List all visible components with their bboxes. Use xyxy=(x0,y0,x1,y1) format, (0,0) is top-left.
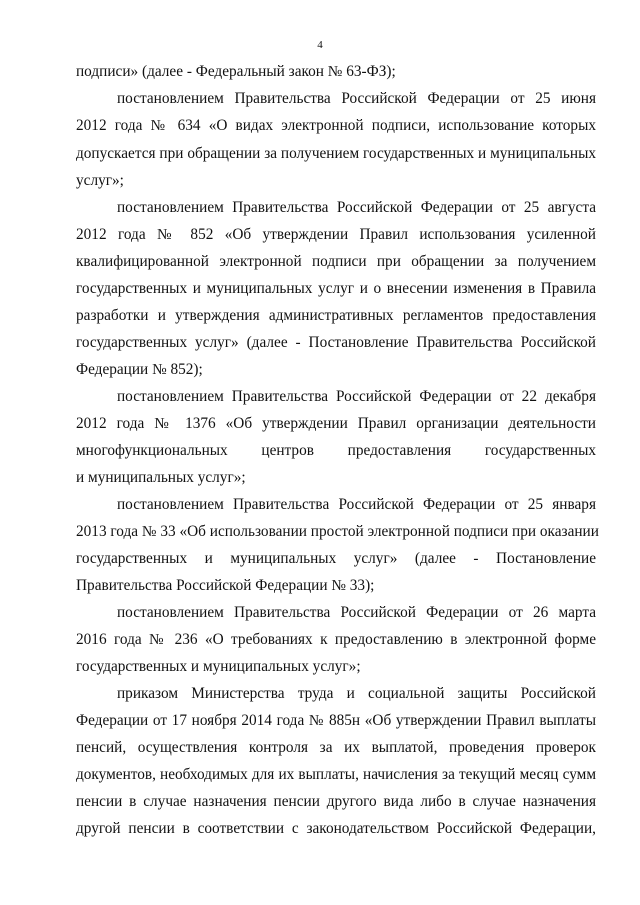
text-line: Федерации № 852); xyxy=(76,361,203,378)
text-line: постановлением Правительства Российской Федерации от 26 марта xyxy=(117,604,596,621)
text-line: Правительства Российской Федерации № 33); xyxy=(76,577,375,594)
text-line: Федерации от 17 ноября 2014 года № 885н «Об утверждении Правил выплаты xyxy=(76,712,596,729)
text-line: квалифицированной электронной подписи при обращении за получением xyxy=(76,253,596,270)
text-line: многофункциональных центров предоставления государственных xyxy=(76,442,596,459)
text-line: постановлением Правительства Российской Федерации от 25 июня xyxy=(117,90,596,107)
text-line: и муниципальных услуг»; xyxy=(76,469,246,486)
text-line: документов, необходимых для их выплаты, начисления за текущий месяц сумм xyxy=(76,766,596,783)
text-line: разработки и утверждения административных регламентов предоставления xyxy=(76,307,596,324)
text-line: 2013 года № 33 «Об использовании простой электронной подписи при оказании xyxy=(76,523,599,540)
text-line: пенсии в случае назначения пенсии другого вида либо в случае назначения xyxy=(76,793,596,810)
text-line: государственных и муниципальных услуг и о внесении изменения в Правила xyxy=(76,280,596,297)
text-line: допускается при обращении за получением государственных и муниципальных xyxy=(76,145,596,162)
text-line: государственных услуг» (далее - Постановление Правительства Российской xyxy=(76,334,596,351)
text-line: постановлением Правительства Российской Федерации от 25 января xyxy=(117,496,596,513)
text-line: государственных и муниципальных услуг» (далее - Постановление xyxy=(76,550,596,567)
text-line: подписи» (далее - Федеральный закон № 63-ФЗ); xyxy=(76,63,396,80)
text-line: приказом Министерства труда и социальной защиты Российской xyxy=(117,685,596,702)
text-line: государственных и муниципальных услуг»; xyxy=(76,658,361,675)
text-line: пенсий, осуществления контроля за их выплатой, проведения проверок xyxy=(76,739,596,756)
text-line: услуг»; xyxy=(76,172,124,189)
text-line: другой пенсии в соответствии с законодательством Российской Федерации, xyxy=(76,820,596,837)
text-line: 2012 года № 852 «Об утверждении Правил использования усиленной xyxy=(76,226,596,243)
text-line: постановлением Правительства Российской Федерации от 25 августа xyxy=(117,199,596,216)
text-line: 2012 года № 1376 «Об утверждении Правил организации деятельности xyxy=(76,415,596,432)
page-number: 4 xyxy=(317,39,323,51)
text-line: 2016 года № 236 «О требованиях к предоставлению в электронной форме xyxy=(76,631,596,648)
text-line: 2012 года № 634 «О видах электронной подписи, использование которых xyxy=(76,117,596,134)
text-line: постановлением Правительства Российской Федерации от 22 декабря xyxy=(117,388,596,405)
